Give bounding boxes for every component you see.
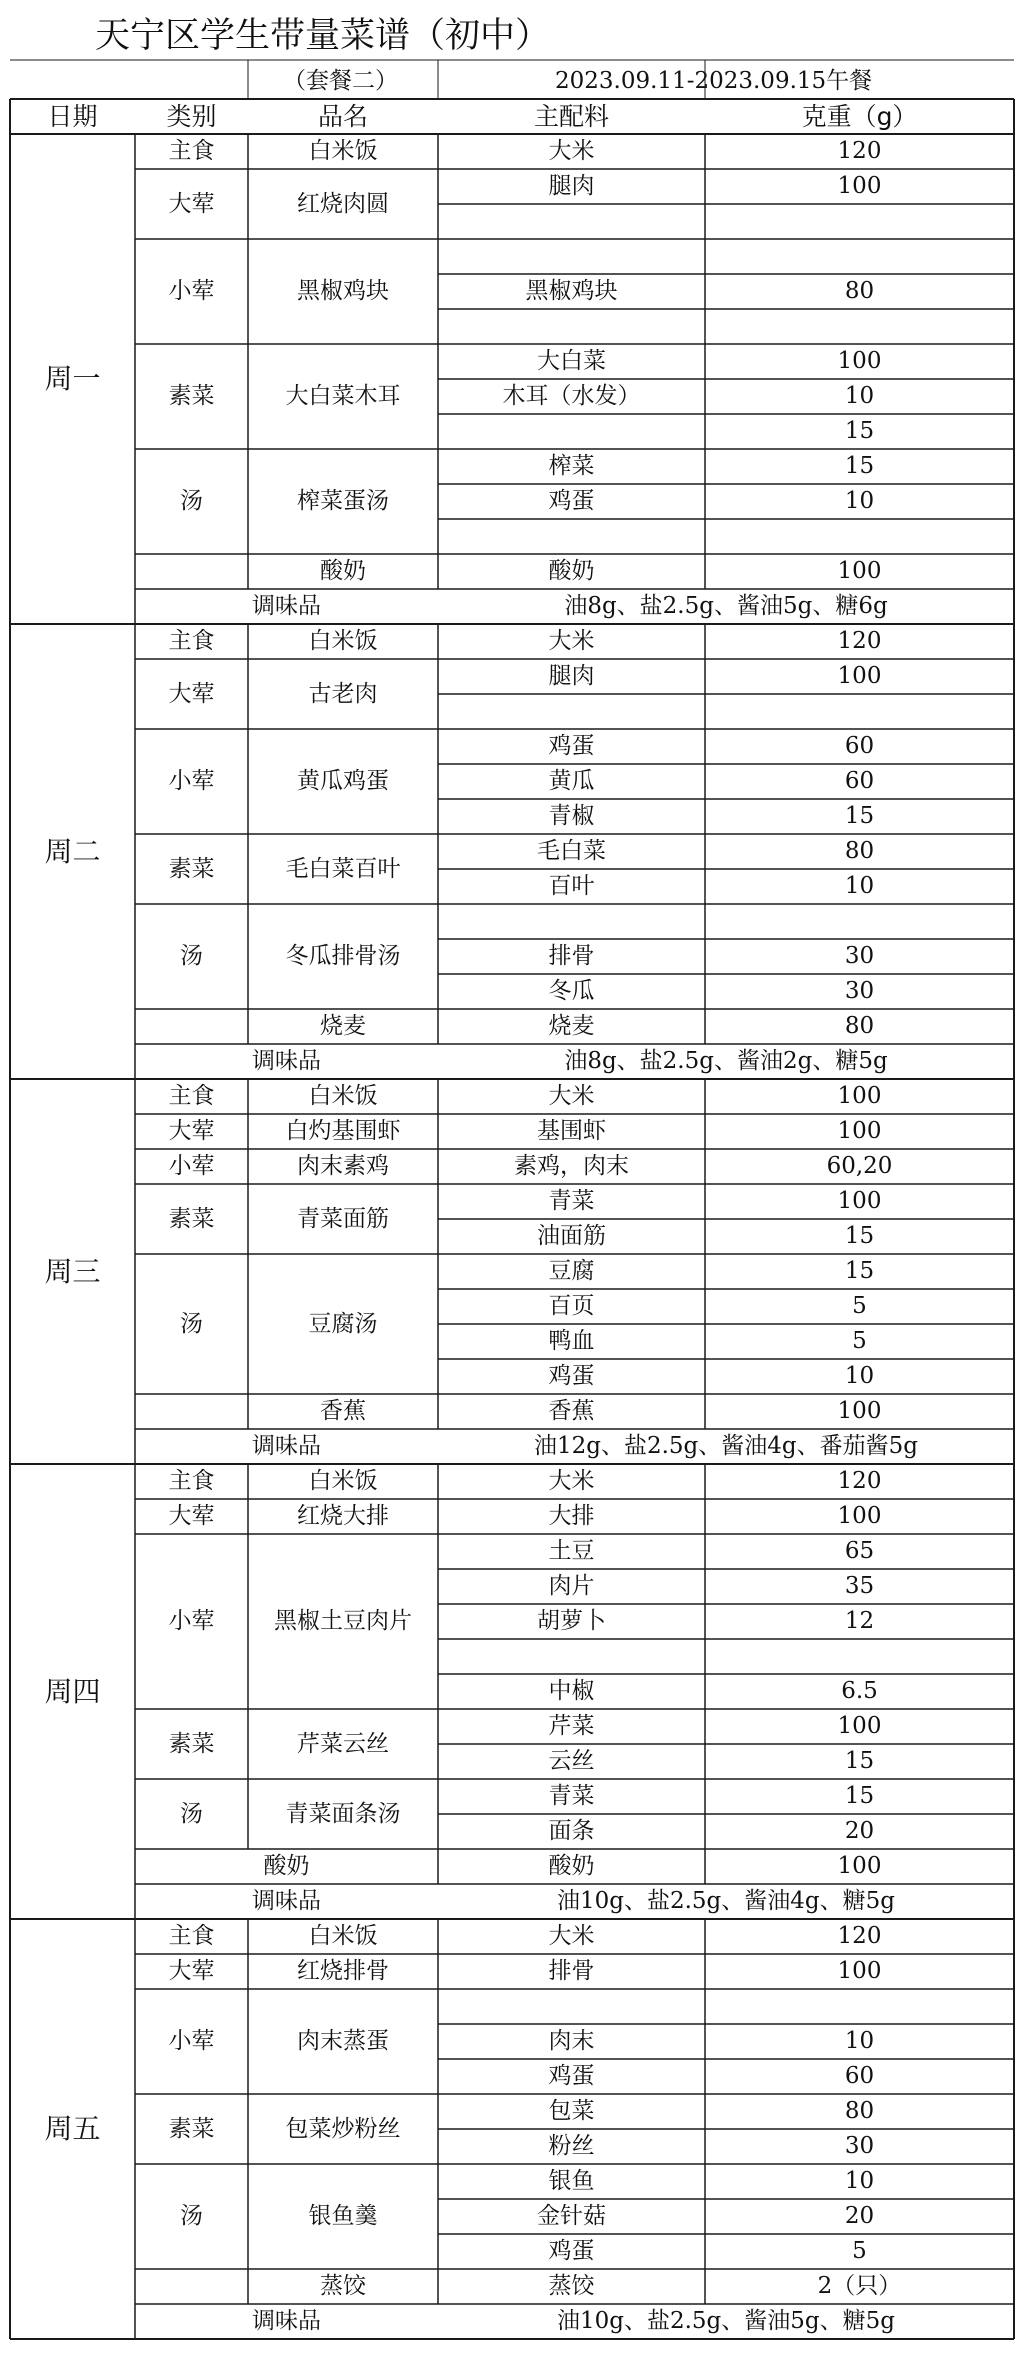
ingredient-cell: 芹菜: [548, 1713, 595, 1739]
dish-name: 酸奶: [263, 1853, 310, 1879]
dish-category: 小荤: [168, 768, 215, 794]
ingredient-cell: [438, 1639, 705, 1674]
ingredient-cell: 大米: [548, 1083, 595, 1109]
weight-cell: [705, 1639, 1014, 1674]
dish-category: 主食: [168, 628, 215, 654]
ingredient-cell: 大米: [548, 628, 595, 654]
dish-category: 大荤: [168, 1503, 215, 1529]
seasoning-value: 油12g、盐2.5g、酱油4g、番茄酱5g: [533, 1433, 918, 1459]
dish-name: 豆腐汤: [308, 1310, 378, 1337]
seasoning-value: 油8g、盐2.5g、酱油2g、糖5g: [564, 1048, 888, 1074]
weight-cell: 30: [844, 978, 875, 1004]
weight-cell: 120: [837, 628, 882, 654]
ingredient-cell: [438, 904, 705, 939]
ingredient-cell: 冬瓜: [548, 978, 595, 1004]
dish-name: 白米饭: [308, 138, 378, 164]
dish-name: 古老肉: [308, 680, 378, 707]
ingredient-cell: 素鸡，肉末: [514, 1153, 629, 1179]
weight-cell: 5: [852, 1293, 867, 1319]
weight-cell: 100: [837, 1713, 882, 1739]
header-dish: 品名: [317, 102, 368, 131]
menu-set-label: （套餐二）: [283, 68, 398, 94]
seasoning-label: 调味品: [252, 593, 321, 619]
dish-category: 素菜: [168, 383, 215, 409]
dish-name: 白米饭: [308, 1083, 378, 1109]
weight-cell: 100: [837, 663, 882, 689]
ingredient-cell: 鸡蛋: [548, 1363, 595, 1389]
dish-name: 榨菜蛋汤: [297, 488, 389, 514]
dish-name: 香蕉: [320, 1398, 366, 1424]
ingredient-cell: 大米: [548, 1923, 595, 1949]
weight-cell: 100: [837, 173, 882, 199]
weight-cell: 100: [837, 1118, 882, 1144]
weight-cell: 100: [837, 1853, 882, 1879]
weight-cell: 35: [844, 1573, 875, 1599]
weight-cell: 60: [844, 2063, 875, 2089]
dish-name: 黑椒土豆肉片: [274, 1608, 412, 1634]
dish-name: 白米饭: [308, 1468, 378, 1494]
dish-name: 酸奶: [320, 558, 366, 584]
ingredient-cell: [438, 1989, 705, 2024]
weight-cell: [705, 309, 1014, 344]
dish-name: 白灼基围虾: [285, 1118, 401, 1144]
day-label: 周三: [44, 1254, 101, 1288]
ingredient-cell: 酸奶: [548, 1853, 595, 1879]
ingredient-cell: 鸡蛋: [548, 2063, 595, 2089]
day-label: 周二: [44, 834, 101, 868]
menu-date-range: 2023.09.11-2023.09.15午餐: [555, 68, 873, 94]
dish-category: 汤: [180, 488, 203, 514]
dish-category: 大荤: [168, 190, 215, 217]
dish-category: 小荤: [168, 2028, 215, 2054]
ingredient-cell: 大米: [548, 1468, 595, 1494]
weight-cell: 15: [844, 453, 875, 479]
ingredient-cell: 肉末: [548, 2028, 595, 2054]
dish-category: 汤: [180, 1310, 203, 1337]
dish-name: 白米饭: [308, 1923, 378, 1949]
weight-cell: 100: [837, 1503, 882, 1529]
ingredient-cell: 青菜: [548, 1188, 595, 1214]
weight-cell: 100: [837, 558, 882, 584]
ingredient-cell: 鸡蛋: [548, 733, 595, 759]
dish-name: 蒸饺: [320, 2273, 366, 2299]
ingredient-cell: 面条: [548, 1818, 595, 1844]
ingredient-cell: 中椒: [548, 1678, 595, 1704]
seasoning-label: 调味品: [252, 2308, 321, 2334]
weight-cell: 60: [844, 768, 875, 794]
ingredient-cell: 鸭血: [548, 1328, 595, 1354]
weight-cell: 80: [844, 2098, 875, 2124]
ingredient-cell: [438, 519, 705, 554]
ingredient-cell: 百叶: [548, 873, 595, 899]
ingredient-cell: 云丝: [548, 1748, 595, 1774]
dish-category: 主食: [168, 1468, 215, 1494]
weight-cell: 30: [844, 943, 875, 969]
ingredient-cell: 基围虾: [537, 1118, 606, 1144]
weight-cell: 60: [844, 733, 875, 759]
ingredient-cell: 土豆: [548, 1538, 595, 1564]
dish-category: 素菜: [168, 1205, 215, 1232]
weight-cell: 30: [844, 2133, 875, 2159]
weight-cell: 10: [844, 2028, 875, 2054]
dish-name: 白米饭: [308, 628, 378, 654]
dish-name: 黄瓜鸡蛋: [297, 768, 389, 794]
weight-cell: 80: [844, 278, 875, 304]
weight-cell: 10: [844, 488, 875, 514]
ingredient-cell: 胡萝卜: [537, 1608, 606, 1634]
dish-category: 素菜: [168, 1730, 215, 1757]
weight-cell: 20: [844, 1818, 875, 1844]
dish-name: 黑椒鸡块: [297, 278, 389, 304]
weight-cell: 6.5: [841, 1678, 878, 1704]
dish-name: 烧麦: [320, 1013, 366, 1039]
weight-cell: [705, 239, 1014, 274]
ingredient-cell: 银鱼: [548, 2168, 595, 2194]
weight-cell: 10: [844, 383, 875, 409]
dish-name: 青菜面条汤: [285, 1800, 401, 1827]
ingredient-cell: 百页: [548, 1293, 595, 1319]
dish-name: 青菜面筋: [297, 1205, 389, 1232]
ingredient-cell: 木耳（水发）: [502, 383, 641, 409]
ingredient-cell: 豆腐: [548, 1258, 595, 1284]
weight-cell: 5: [852, 2238, 867, 2264]
day-label: 周一: [44, 362, 101, 395]
weight-cell: 100: [837, 1083, 882, 1109]
dish-name: 红烧肉圆: [297, 190, 389, 217]
ingredient-cell: 大白菜: [537, 348, 606, 374]
dish-name: 红烧大排: [297, 1503, 389, 1529]
ingredient-cell: 肉片: [548, 1573, 595, 1599]
weight-cell: 15: [844, 1258, 875, 1284]
ingredient-cell: 青菜: [548, 1783, 595, 1809]
ingredient-cell: 油面筋: [537, 1223, 606, 1249]
weight-cell: [705, 519, 1014, 554]
dish-category: 主食: [168, 1923, 215, 1949]
weight-cell: 65: [844, 1538, 875, 1564]
weight-cell: 60,20: [826, 1153, 893, 1179]
dish-name: 毛白菜百叶: [285, 855, 401, 882]
day-label: 周五: [44, 2112, 101, 2145]
ingredient-cell: 大米: [548, 138, 595, 164]
weight-cell: 100: [837, 1188, 882, 1214]
ingredient-cell: 粉丝: [548, 2133, 595, 2159]
weight-cell: [705, 904, 1014, 939]
ingredient-cell: 鸡蛋: [548, 2238, 595, 2264]
header-date: 日期: [47, 102, 98, 131]
weight-cell: 15: [844, 1748, 875, 1774]
dish-category: 素菜: [168, 2115, 215, 2142]
seasoning-label: 调味品: [252, 1048, 321, 1074]
dish-name: 银鱼羹: [308, 2203, 378, 2229]
ingredient-cell: 大排: [548, 1503, 595, 1529]
ingredient-cell: [438, 239, 705, 274]
ingredient-cell: 排骨: [548, 943, 595, 969]
dish-name: 大白菜木耳: [285, 383, 401, 409]
page-title: 天宁区学生带量菜谱（初中）: [95, 16, 551, 56]
dish-category: 小荤: [168, 278, 215, 304]
dish-category: 汤: [180, 1800, 203, 1827]
dish-category: 汤: [180, 2203, 203, 2229]
weight-cell: 5: [852, 1328, 867, 1354]
ingredient-cell: 包菜: [548, 2098, 595, 2124]
dish-category: 大荤: [168, 1118, 215, 1144]
dish-category: 素菜: [168, 855, 215, 882]
ingredient-cell: [438, 309, 705, 344]
dish-category: 主食: [168, 138, 215, 164]
ingredient-cell: 黄瓜: [548, 768, 595, 794]
ingredient-cell: 排骨: [548, 1958, 595, 1984]
ingredient-cell: 榨菜: [548, 453, 595, 479]
weight-cell: 10: [844, 873, 875, 899]
weight-cell: 15: [844, 803, 875, 829]
weight-cell: 12: [844, 1608, 875, 1634]
dish-name: 红烧排骨: [297, 1958, 389, 1984]
seasoning-value: 油8g、盐2.5g、酱油5g、糖6g: [564, 593, 888, 619]
dish-name: 芹菜云丝: [297, 1730, 389, 1757]
dish-category: 小荤: [168, 1153, 215, 1179]
weight-cell: 100: [837, 348, 882, 374]
ingredient-cell: 烧麦: [548, 1013, 595, 1039]
weight-cell: 15: [844, 1783, 875, 1809]
dish-name: 冬瓜排骨汤: [285, 943, 401, 969]
header-category: 类别: [166, 102, 217, 131]
weight-cell: 120: [837, 1468, 882, 1494]
weight-cell: 120: [837, 1923, 882, 1949]
dish-category: 主食: [168, 1083, 215, 1109]
day-label: 周四: [44, 1674, 101, 1708]
dish-category: 大荤: [168, 680, 215, 707]
ingredient-cell: 青椒: [548, 803, 595, 829]
ingredient-cell: [438, 694, 705, 729]
weight-cell: 10: [844, 2168, 875, 2194]
dish-name: 包菜炒粉丝: [285, 2115, 401, 2142]
dish-name: 肉末蒸蛋: [297, 2028, 389, 2054]
dish-category: 小荤: [168, 1608, 215, 1634]
ingredient-cell: [438, 414, 705, 449]
weight-cell: 20: [844, 2203, 875, 2229]
header-weight: 克重（g）: [801, 102, 918, 131]
weight-cell: 120: [837, 138, 882, 164]
header-ingredient: 主配料: [533, 102, 609, 131]
weight-cell: [705, 694, 1014, 729]
dish-name: 肉末素鸡: [297, 1153, 389, 1179]
weight-cell: 80: [844, 1013, 875, 1039]
weight-cell: 100: [837, 1398, 882, 1424]
ingredient-cell: 腿肉: [548, 173, 595, 199]
ingredient-cell: 金针菇: [537, 2203, 606, 2229]
ingredient-cell: 黑椒鸡块: [525, 278, 618, 304]
ingredient-cell: 毛白菜: [537, 838, 606, 864]
weight-cell: 100: [837, 1958, 882, 1984]
dish-category: 大荤: [168, 1958, 215, 1984]
weight-cell: 80: [844, 838, 875, 864]
ingredient-cell: 酸奶: [548, 558, 595, 584]
weight-cell: 15: [844, 418, 875, 444]
dish-category: 汤: [180, 943, 203, 969]
weight-cell: [705, 204, 1014, 239]
ingredient-cell: 蒸饺: [548, 2273, 595, 2299]
weight-cell: 2（只）: [817, 2273, 902, 2299]
ingredient-cell: 鸡蛋: [548, 488, 595, 514]
weight-cell: [705, 1989, 1014, 2024]
seasoning-value: 油10g、盐2.5g、酱油5g、糖5g: [556, 2308, 895, 2334]
weight-cell: 10: [844, 1363, 875, 1389]
ingredient-cell: 腿肉: [548, 663, 595, 689]
seasoning-label: 调味品: [252, 1888, 321, 1914]
ingredient-cell: [438, 204, 705, 239]
seasoning-label: 调味品: [252, 1433, 321, 1459]
weight-cell: 15: [844, 1223, 875, 1249]
ingredient-cell: 香蕉: [548, 1398, 595, 1424]
seasoning-value: 油10g、盐2.5g、酱油4g、糖5g: [556, 1888, 895, 1914]
